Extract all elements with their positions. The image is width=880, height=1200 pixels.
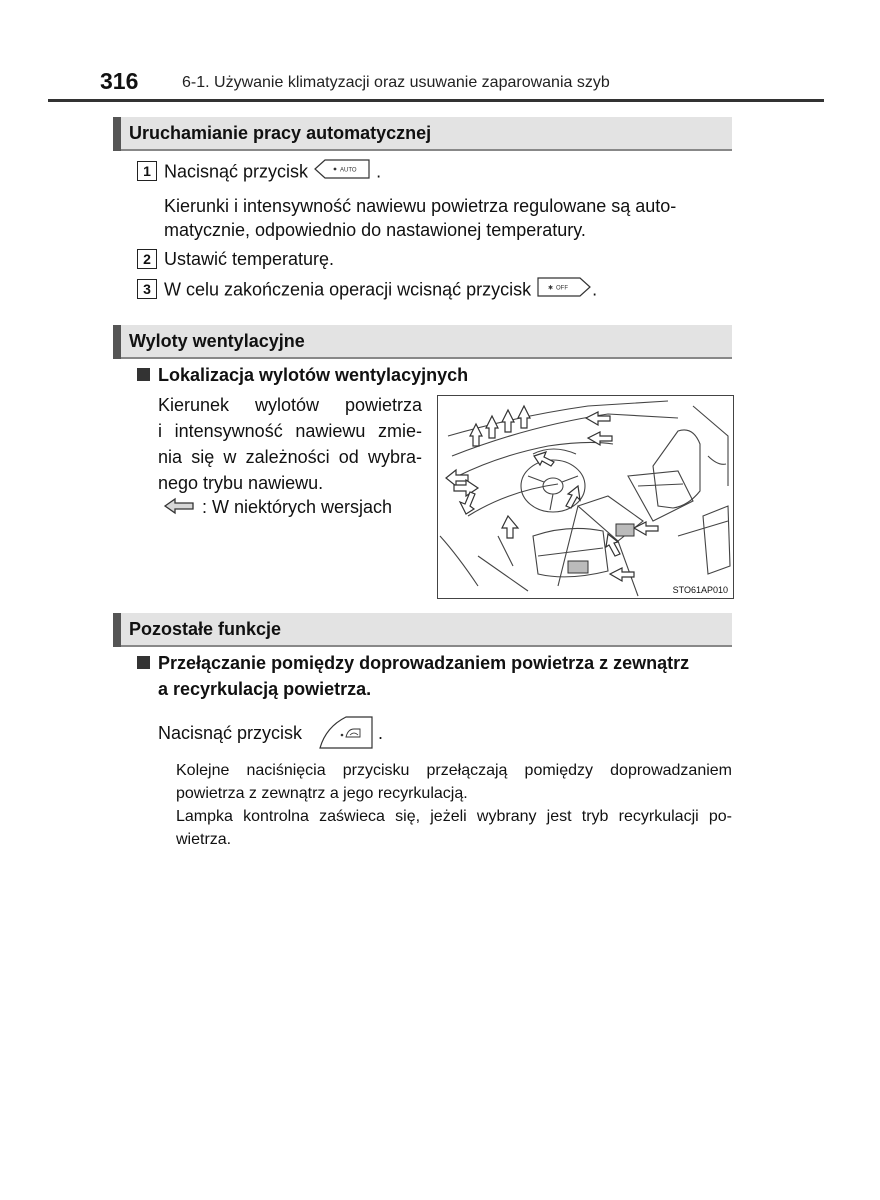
section-heading-vents — [113, 325, 732, 359]
step-3-suffix: . — [592, 279, 598, 300]
step-number-1: 1 — [137, 161, 157, 181]
header-rule — [48, 99, 824, 102]
step-3-text — [164, 276, 597, 305]
legend-text: : W niektórych wersjach — [202, 497, 393, 517]
section-title: Wyloty wentylacyjne — [129, 331, 305, 351]
recirc-paragraph-2-line-1: Lampka kontrolna zaświeca się, jeżeli wybrany jest tryb recyrkulacji po- — [176, 808, 732, 825]
vents-body-line-3: nia się w zależności od wybra- — [158, 447, 422, 467]
vents-body-line-1: Kierunek wylotów powietrza — [158, 395, 422, 415]
step-1-text — [164, 158, 381, 187]
auto-note-line-2: matycznie, odpowiednio do nastawionej temperatury. — [164, 220, 586, 240]
section-title: Uruchamianie pracy automatycznej — [129, 123, 432, 143]
recirc-press-text: Nacisnąć przycisk — [158, 723, 303, 743]
figure-code: STO61AP010 — [672, 585, 728, 595]
step-1-suffix: . — [376, 161, 382, 182]
section-heading-other — [113, 613, 732, 647]
bullet-square — [137, 368, 150, 381]
recirc-subheading-line-1: Przełączanie pomiędzy doprowadzaniem powietrza z zewnątrz — [158, 653, 690, 673]
step-3-label: W celu zakończenia operacji wcisnąć przycisk — [164, 279, 532, 300]
section-heading-auto — [113, 117, 732, 151]
recirc-paragraph-1 — [176, 759, 732, 805]
auto-button-icon — [313, 158, 371, 187]
step-number-2: 2 — [137, 249, 157, 269]
recirc-paragraph-2 — [176, 805, 732, 851]
bullet-square — [137, 656, 150, 669]
auto-note-line-1: Kierunki i intensywność nawiewu powietrza regulowane są auto- — [164, 196, 677, 216]
recirc-paragraph-2-line-2: wietrza. — [176, 831, 232, 848]
car-interior-drawing — [438, 396, 733, 598]
recirc-press-suffix: . — [378, 723, 384, 743]
off-button-label: OFF — [556, 285, 569, 292]
vents-subheading: Lokalizacja wylotów wentylacyjnych — [158, 365, 469, 385]
step-2-text: Ustawić temperaturę. — [164, 249, 335, 269]
step-1-label: Nacisnąć przycisk — [164, 161, 309, 182]
car-interior-illustration — [437, 395, 734, 599]
legend-arrow-icon — [163, 497, 195, 520]
recirc-paragraph-1-line-1: Kolejne naciśnięcia przycisku przełączają pomiędzy doprowadzaniem — [176, 762, 732, 779]
svg-text:✱: ✱ — [548, 285, 554, 292]
vents-body — [158, 392, 422, 496]
step-number-3: 3 — [137, 279, 157, 299]
vents-body-line-4: nego trybu nawiewu. — [158, 473, 324, 493]
section-title: Pozostałe funkcje — [129, 619, 282, 639]
off-button-icon — [536, 276, 592, 305]
running-title: 6-1. Używanie klimatyzacji oraz usuwanie zaparowania szyb — [182, 74, 610, 91]
auto-button-label: AUTO — [340, 167, 357, 174]
recirculation-button-icon — [316, 715, 376, 756]
vents-body-line-2: i intensywność nawiewu zmie- — [158, 421, 422, 441]
recirc-subheading-line-2: a recyrkulacją powietrza. — [158, 679, 372, 699]
page-number: 316 — [100, 68, 139, 94]
recirc-paragraph-1-line-2: powietrza z zewnątrz a jego recyrkulacją. — [176, 785, 468, 802]
